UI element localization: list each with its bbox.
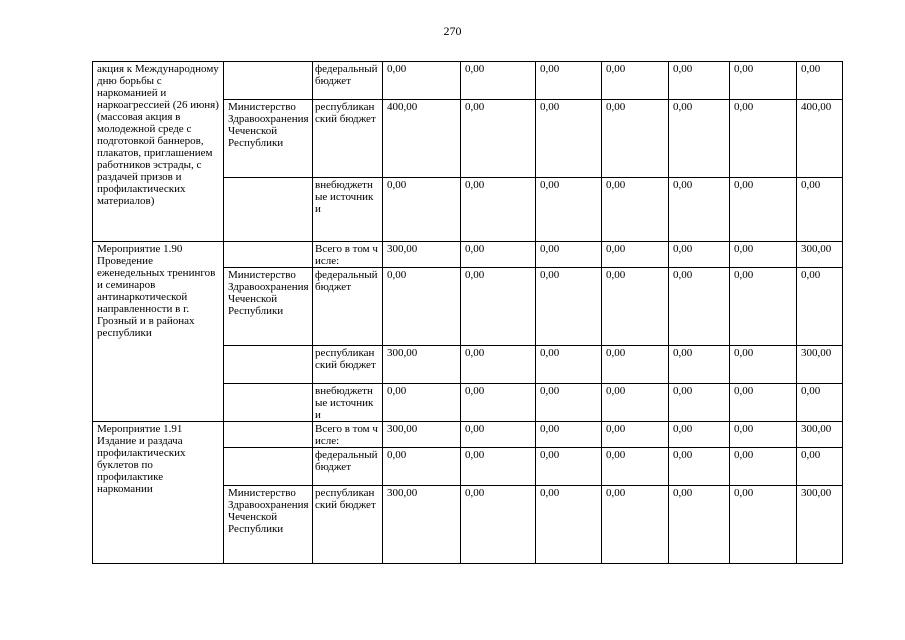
amount-cell: 0,00 (461, 448, 536, 486)
funding-source: Всего в том числе: (313, 422, 383, 448)
amount-cell: 0,00 (730, 242, 797, 268)
amount-cell: 0,00 (383, 178, 461, 242)
amount-cell: 0,00 (669, 384, 730, 422)
amount-cell: 0,00 (730, 384, 797, 422)
amount-cell: 0,00 (797, 268, 843, 346)
funding-source: федеральный бюджет (313, 268, 383, 346)
amount-cell: 0,00 (461, 178, 536, 242)
amount-cell: 0,00 (602, 100, 669, 178)
amount-cell: 0,00 (461, 268, 536, 346)
executor-empty (224, 384, 313, 422)
funding-source: федеральный бюджет (313, 448, 383, 486)
amount-cell: 0,00 (461, 422, 536, 448)
amount-cell: 0,00 (536, 242, 602, 268)
amount-cell: 0,00 (730, 178, 797, 242)
funding-source: республиканский бюджет (313, 100, 383, 178)
amount-cell: 0,00 (730, 346, 797, 384)
amount-cell: 0,00 (383, 62, 461, 100)
amount-cell: 0,00 (602, 268, 669, 346)
amount-cell: 0,00 (461, 242, 536, 268)
amount-cell: 300,00 (797, 346, 843, 384)
amount-cell: 300,00 (797, 486, 843, 564)
amount-cell: 300,00 (383, 242, 461, 268)
activity-description: Мероприятие 1.91 Издание и раздача профилактических буклетов по профилактике наркомании (93, 422, 224, 564)
amount-cell: 0,00 (602, 384, 669, 422)
amount-cell: 0,00 (669, 346, 730, 384)
table-row (93, 422, 843, 448)
amount-cell: 0,00 (669, 486, 730, 564)
executor-empty (224, 62, 313, 100)
amount-cell: 0,00 (536, 178, 602, 242)
amount-cell: 300,00 (797, 242, 843, 268)
amount-cell: 0,00 (797, 448, 843, 486)
page-number: 270 (443, 24, 462, 38)
amount-cell: 0,00 (383, 268, 461, 346)
executor-empty (224, 346, 313, 384)
amount-cell: 0,00 (730, 486, 797, 564)
budget-table (92, 61, 843, 564)
amount-cell: 0,00 (536, 422, 602, 448)
amount-cell: 0,00 (536, 486, 602, 564)
amount-cell: 0,00 (536, 62, 602, 100)
amount-cell: 0,00 (602, 178, 669, 242)
amount-cell: 0,00 (383, 384, 461, 422)
funding-source: республиканский бюджет (313, 346, 383, 384)
amount-cell: 0,00 (669, 448, 730, 486)
amount-cell: 300,00 (383, 346, 461, 384)
amount-cell: 0,00 (536, 448, 602, 486)
activity-description: Мероприятие 1.90 Проведение еженедельных тренингов и семинаров антинаркотической направленности в г. Грозный и в районах республики (93, 242, 224, 422)
amount-cell: 0,00 (730, 422, 797, 448)
amount-cell: 400,00 (383, 100, 461, 178)
amount-cell: 0,00 (602, 346, 669, 384)
funding-source: Всего в том числе: (313, 242, 383, 268)
amount-cell: 300,00 (383, 486, 461, 564)
funding-source: внебюджетные источники (313, 384, 383, 422)
amount-cell: 0,00 (669, 178, 730, 242)
executor: Министерство Здравоохранения Чеченской Республики (224, 268, 313, 346)
amount-cell: 300,00 (797, 422, 843, 448)
amount-cell: 0,00 (669, 100, 730, 178)
funding-source: республиканский бюджет (313, 486, 383, 564)
amount-cell: 0,00 (536, 384, 602, 422)
amount-cell: 0,00 (602, 422, 669, 448)
amount-cell: 0,00 (461, 384, 536, 422)
amount-cell: 0,00 (461, 486, 536, 564)
executor-empty (224, 422, 313, 448)
amount-cell: 0,00 (461, 346, 536, 384)
amount-cell: 300,00 (383, 422, 461, 448)
amount-cell: 0,00 (602, 242, 669, 268)
amount-cell: 0,00 (461, 62, 536, 100)
amount-cell: 0,00 (730, 448, 797, 486)
amount-cell: 0,00 (461, 100, 536, 178)
executor: Министерство Здравоохранения Чеченской Республики (224, 486, 313, 564)
amount-cell: 0,00 (602, 62, 669, 100)
amount-cell: 0,00 (536, 100, 602, 178)
amount-cell: 0,00 (730, 100, 797, 178)
amount-cell: 0,00 (669, 268, 730, 346)
amount-cell: 0,00 (602, 448, 669, 486)
amount-cell: 400,00 (797, 100, 843, 178)
amount-cell: 0,00 (730, 62, 797, 100)
table-row (93, 62, 843, 100)
funding-source: федеральный бюджет (313, 62, 383, 100)
funding-source: внебюджетные источники (313, 178, 383, 242)
amount-cell: 0,00 (669, 422, 730, 448)
amount-cell: 0,00 (536, 268, 602, 346)
amount-cell: 0,00 (669, 62, 730, 100)
table-row (93, 242, 843, 268)
executor-empty (224, 448, 313, 486)
executor-empty (224, 242, 313, 268)
amount-cell: 0,00 (730, 268, 797, 346)
executor-empty (224, 178, 313, 242)
amount-cell: 0,00 (536, 346, 602, 384)
amount-cell: 0,00 (797, 62, 843, 100)
amount-cell: 0,00 (797, 384, 843, 422)
amount-cell: 0,00 (602, 486, 669, 564)
amount-cell: 0,00 (669, 242, 730, 268)
amount-cell: 0,00 (383, 448, 461, 486)
activity-description: акция к Международному дню борьбы с наркоманией и наркоагрессией (26 июня) (массовая акция в молодежной среде с подготовкой баннеров, плакатов, приглашением работников эстрады, с раздачей призов и профилактических материалов) (93, 62, 224, 242)
amount-cell: 0,00 (797, 178, 843, 242)
executor: Министерство Здравоохранения Чеченской Республики (224, 100, 313, 178)
